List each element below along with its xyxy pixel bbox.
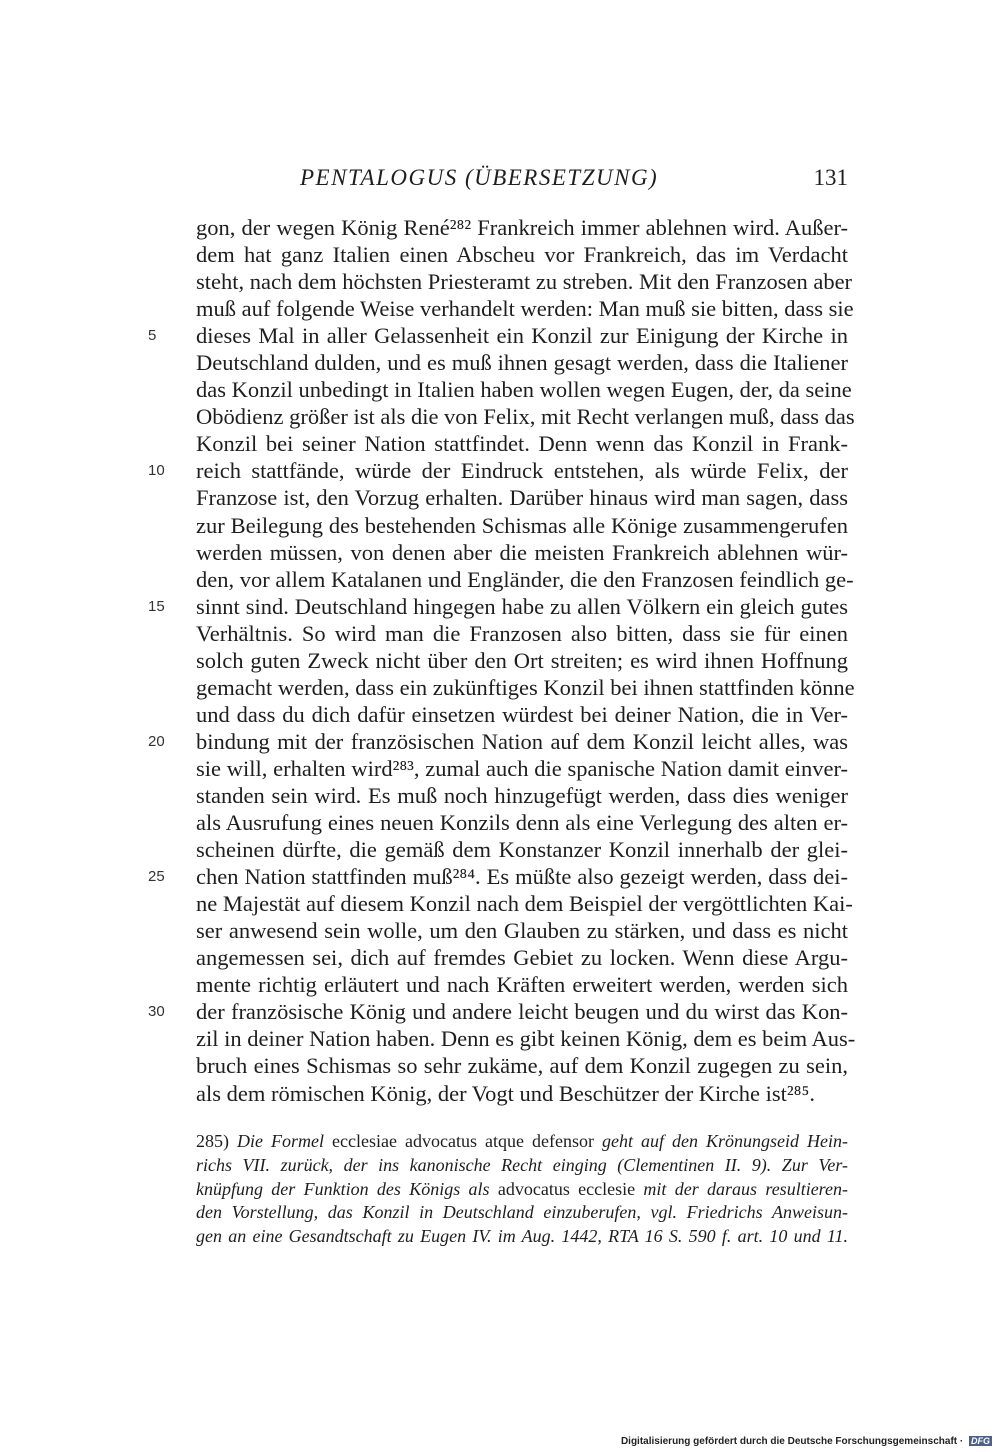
running-head-title: PENTALOGUS (ÜBERSETZUNG) — [300, 165, 659, 190]
dfg-logo: DFG — [971, 1436, 990, 1446]
line-number: 20 — [148, 732, 165, 750]
line-text: steht, nach dem höchsten Priesteramt zu streben. Mit den Franzosen aber — [196, 269, 853, 295]
footnote-line — [196, 1225, 848, 1249]
line-text: dieses Mal in aller Gelassenheit ein Konzil zur Einigung der Kirche in — [196, 323, 848, 349]
footnote-italic-text: geht auf den Krönungseid Hein- — [601, 1131, 848, 1151]
line-text: als dem römischen König, der Vogt und Beschützer der Kirche ist²⁸⁵. — [196, 1080, 815, 1106]
text-line — [196, 241, 848, 268]
line-text: Franzose ist, den Vorzug erhalten. Darüber hinaus wird man sagen, dass — [196, 485, 848, 511]
footnote-italic-text: den Vorstellung, das Konzil in Deutschland einzuberufen, vgl. Friedrichs Anweisun- — [196, 1202, 848, 1223]
text-line — [196, 971, 848, 998]
line-text: mente richtig erläutert und nach Kräften erweitert werden, werden sich — [196, 972, 848, 998]
text-line — [196, 647, 848, 674]
text-line — [196, 674, 855, 701]
line-text: chen Nation stattfinden muß²⁸⁴. Es müßte also gezeigt werden, dass dei- — [196, 864, 848, 890]
text-line — [196, 755, 848, 782]
line-text: der französische König und andere leicht beugen und du wirst das Kon- — [196, 999, 848, 1025]
text-line — [148, 322, 848, 349]
line-text: werden müssen, von denen aber die meisten Frankreich ablehnen wür- — [196, 539, 848, 565]
line-text: sinnt sind. Deutschland hingegen habe zu allen Völkern ein gleich gutes — [196, 593, 848, 619]
text-line — [196, 539, 848, 566]
text-line — [196, 484, 848, 511]
text-line — [196, 268, 853, 295]
line-text: angemessen sei, dich auf fremdes Gebiet zu locken. Wenn diese Argu- — [196, 945, 848, 971]
line-text: dem hat ganz Italien einen Abscheu vor Frankreich, das im Verdacht — [196, 242, 848, 268]
text-line — [196, 403, 855, 430]
line-text: sie will, erhalten wird²⁸³, zumal auch die spanische Nation damit einver- — [196, 755, 848, 781]
line-text: den, vor allem Katalanen und Engländer, die den Franzosen feindlich ge- — [196, 566, 854, 592]
page-number: 131 — [813, 165, 848, 190]
text-line — [196, 1025, 856, 1052]
line-text: bruch eines Schismas so sehr zukäme, auf dem Konzil zugegen zu sein, — [196, 1053, 848, 1079]
line-text: scheinen dürfte, die gemäß dem Konstanzer Konzil innerhalb der glei- — [196, 837, 848, 863]
line-text: Obödienz größer ist als die von Felix, mit Recht verlangen muß, dass das — [196, 404, 855, 430]
line-text: als Ausrufung eines neuen Konzils denn als eine Verlegung des alten er- — [196, 810, 848, 836]
text-line — [196, 376, 852, 403]
text-line — [148, 863, 848, 890]
line-text: standen sein wird. Es muß noch hinzugefügt werden, dass dies weniger — [196, 782, 848, 808]
footnote-italic-text: knüpfung der Funktion des Königs als — [196, 1178, 498, 1199]
footnote-line — [196, 1130, 848, 1154]
line-number: 30 — [148, 1003, 165, 1021]
line-text: das Konzil unbedingt in Italien haben wollen wegen Eugen, der, da seine — [196, 377, 852, 403]
text-line — [148, 998, 848, 1025]
text-line — [196, 836, 848, 863]
text-line — [196, 782, 848, 809]
line-number: 25 — [148, 868, 165, 886]
text-line — [148, 457, 848, 484]
text-line — [196, 566, 854, 593]
line-text: solch guten Zweck nicht über den Ort streiten; es wird ihnen Hoffnung — [196, 647, 848, 673]
text-line — [196, 701, 848, 728]
line-text: bindung mit der französischen Nation auf dem Konzil leicht alles, was — [196, 728, 848, 754]
body-text — [148, 214, 856, 1107]
text-line — [196, 809, 848, 836]
footnote-roman-text: 285) — [196, 1131, 238, 1151]
text-line — [196, 890, 853, 917]
footnote-italic-text: gen an eine Gesandtschaft zu Eugen IV. im Aug. 1442, RTA 16 S. 590 f. art. 10 und 11. — [196, 1226, 848, 1247]
text-line — [196, 1080, 848, 1107]
text-line — [196, 1052, 848, 1079]
line-text: Konzil bei seiner Nation stattfindet. Denn wenn das Konzil in Frank- — [196, 431, 848, 457]
text-line — [196, 295, 854, 322]
text-line — [196, 944, 848, 971]
footnote-line — [196, 1154, 848, 1178]
credit-text: Digitalisierung gefördert durch die Deutsche Forschungsgemeinschaft · — [620, 1436, 964, 1447]
line-text: ne Majestät auf diesem Konzil nach dem Beispiel der vergöttlichten Kai- — [196, 891, 853, 917]
footnote-roman-text: advocatus ecclesie — [497, 1178, 644, 1199]
line-number: 10 — [148, 462, 165, 480]
footnote-285 — [196, 1130, 848, 1249]
text-line — [196, 917, 848, 944]
line-number: 5 — [148, 327, 157, 345]
text-line — [196, 430, 848, 457]
footnote-roman-text: ecclesiae advocatus atque defensor — [332, 1131, 602, 1151]
footnote-line — [196, 1178, 848, 1202]
line-text: Deutschland dulden, und es muß ihnen gesagt werden, dass die Italiener — [196, 350, 848, 376]
footnote-italic-text: Die Formel — [237, 1131, 333, 1151]
line-text: reich stattfände, würde der Eindruck entstehen, als würde Felix, der — [196, 458, 848, 484]
line-text: muß auf folgende Weise verhandelt werden: Man muß sie bitten, dass sie — [196, 296, 854, 322]
line-text: zur Beilegung des bestehenden Schismas alle Könige zusammengerufen — [196, 512, 848, 538]
line-text: Verhältnis. So wird man die Franzosen also bitten, dass sie für einen — [196, 620, 848, 646]
line-text: ser anwesend sein wolle, um den Glauben zu stärken, und dass es nicht — [196, 918, 848, 944]
text-line — [196, 349, 848, 376]
footnote-italic-text: mit der daraus resultieren- — [643, 1178, 849, 1199]
line-number: 15 — [148, 597, 165, 615]
line-text: gemacht werden, dass ein zukünftiges Konzil bei ihnen stattfinden könne — [196, 674, 855, 700]
footnote-italic-text: richs VII. zurück, der ins kanonische Recht einging (Clementinen II. 9). Zur Ver- — [196, 1154, 848, 1175]
text-line — [148, 728, 848, 755]
footnote-line — [196, 1201, 848, 1225]
text-line — [196, 214, 848, 241]
digitization-credit — [621, 1436, 992, 1447]
text-line — [196, 620, 848, 647]
line-text: gon, der wegen König René²⁸² Frankreich immer ablehnen wird. Außer- — [196, 215, 848, 240]
line-text: und dass du dich dafür einsetzen würdest bei deiner Nation, die in Ver- — [196, 701, 848, 727]
text-line — [196, 512, 848, 539]
line-text: zil in deiner Nation haben. Denn es gibt keinen König, dem es beim Aus- — [196, 1026, 856, 1052]
text-line — [148, 593, 848, 620]
